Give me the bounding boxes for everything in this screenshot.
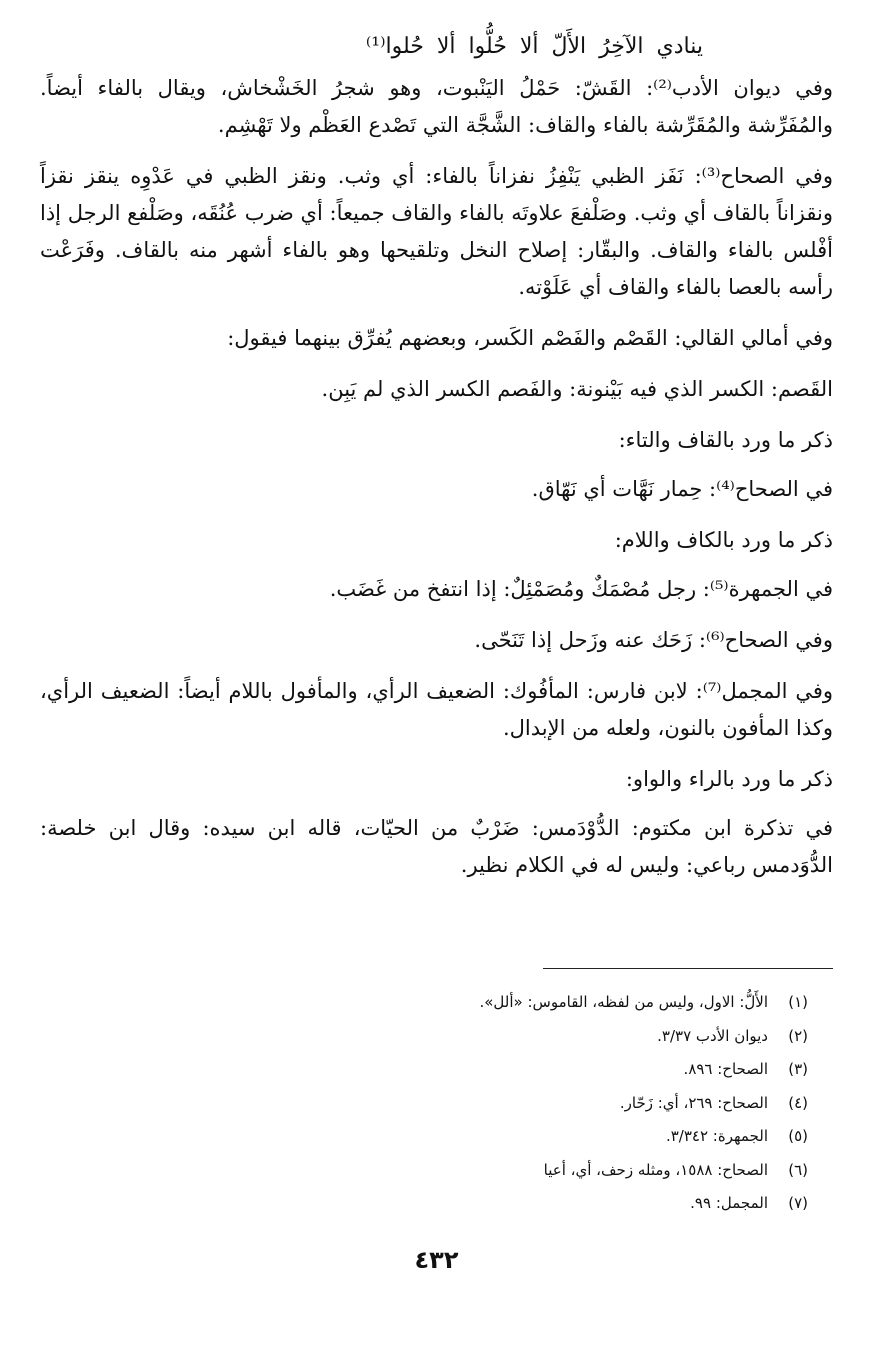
paragraph-mujmal: وفي المجمل⁽⁷⁾: لابن فارس: المأفُوك: الضعيف الرأي، والمأفول باللام أيضاً: الضعيف الرأي، وكذا المأفون بالنون، ولعله من الإبدال. [40,679,833,740]
footnote-number: (٣) [788,1060,808,1078]
paragraph-jamhara: في الجمهرة⁽⁵⁾: رجل مُصْمَكٌ ومُصَمْئِلٌ: إذا انتفخ من غَضَب. [329,577,833,601]
footnote-number: (٥) [788,1127,808,1145]
footnote-text: ديوان الأدب ٣/٣٧. [657,1026,768,1045]
page-body [40,30,833,898]
footnote-item [308,1087,808,1121]
footnote-item [308,1154,808,1188]
footnote-number: (١) [788,993,808,1011]
paragraph-sihah-nafaz: وفي الصحاح⁽³⁾: نَفَز الظبي يَنْفِزُ نفزاناً بالفاء: أي وثب. ونقز الظبي في عَدْوِه ينقز نقزاً ونقزاناً بالقاف أي وثب. وصَلْفعَ علاوتَه بالفاء والقاف جميعاً: أي ضرب عُنُقَه، وصَلْفع الرجل إذا أفْلس بالفاء والقاف. والبقّار: إصلاح النخل وتلقيحها وهو بالفاء أشهر منه بالقاف. وفَرَعْت رأسه بالعصا بالفاء والقاف أي عَلَوْته. [40,164,833,299]
section-heading-kaf-lam: ذكر ما ورد بالكاف واللام: [614,528,833,552]
footnote-number: (٢) [788,1026,808,1045]
footnote-text: الجمهرة: ٣/٣٤٢. [665,1127,768,1145]
footnote-number: (٦) [788,1160,808,1179]
footnote-text: الصحاح: ٢٦٩، أي: زَحّار. [619,1093,768,1112]
footnote-item [308,1020,808,1054]
paragraph-qasm-definition: القَصم: الكسر الذي فيه بَيْنونة: والفَصم الكسر الذي لم يَبِن. [321,377,833,401]
footnote-item [308,1120,808,1154]
paragraph-sihah-nahhat: في الصحاح⁽⁴⁾: حِمار نَهَّات أي نَهّاق. [531,477,833,501]
paragraph-tadhkira: في تذكرة ابن مكتوم: الدُّوْدَمس: ضَرْبٌ من الحيّات، قاله ابن سيده: وقال ابن خلصة: الدُّوَدمس رباعي: وليس له في الكلام نظير. [40,816,833,877]
footnote-number: (٤) [788,1093,808,1112]
footnote-text: الصحاح: ٨٩٦. [683,1060,768,1078]
footnote-text: المجمل: ٩٩. [690,1194,768,1212]
footnote-item [308,986,808,1020]
footnotes [308,986,808,1221]
section-heading-ra-waw: ذكر ما ورد بالراء والواو: [625,767,833,791]
paragraph-amali-qali: وفي أمالي القالي: القَصْم والفَصْم الكَسر، وبعضهم يُفرِّق بينهما فيقول: [227,326,833,350]
page-number: ٤٣٢ [414,1246,459,1274]
paragraph-diwan-al-adab: وفي ديوان الأدب⁽²⁾: القَشّ: حَمْلُ اليَنْبوت، وهو شجرُ الخَشْخاش، ويقال بالفاء أيضاً. والمُفَرِّشة والمُقَرِّشة بالفاء والقاف: الشَّجَّة التي تَصْدع العَظْم ولا تَهْشِم. [40,76,833,137]
poem-verse: ينادي الآخِرُ الأَلّ ألا حُلُّوا ألا حُلوا⁽¹⁾ [365,34,703,59]
section-heading-qaf-ta: ذكر ما ورد بالقاف والتاء: [618,428,833,452]
footnote-number: (٧) [788,1194,808,1212]
footnote-text: الصحاح: ١٥٨٨، ومثله زحف، أي، أعيا [543,1160,768,1179]
footnote-item [308,1053,808,1087]
footnote-text: الأَلُّ: الاول، وليس من لفظه، القاموس: «ألل». [479,993,768,1011]
paragraph-sihah-zahak: وفي الصحاح⁽⁶⁾: زَحَك عنه وزَحل إذا تَنَحّى. [474,628,833,652]
footnote-divider [543,968,833,969]
footnote-item [308,1187,808,1221]
